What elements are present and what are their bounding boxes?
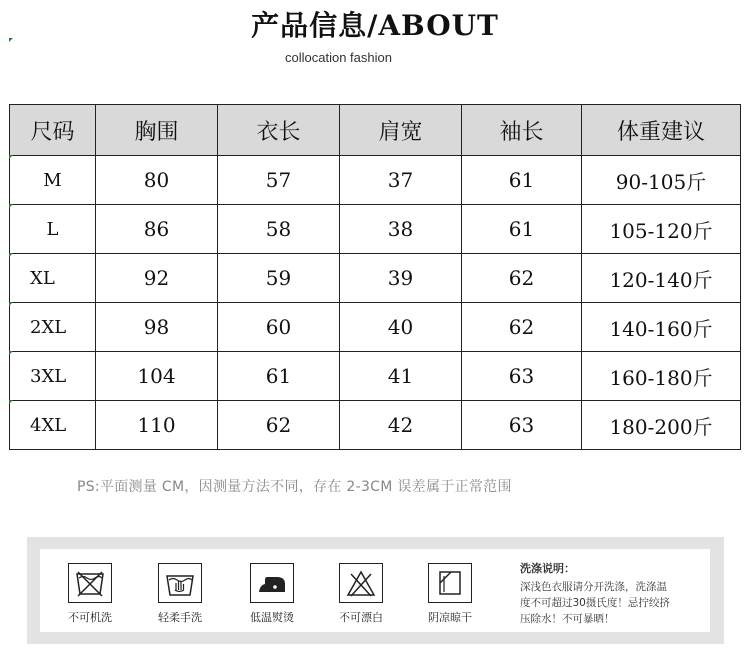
weight-cell: 180-200斤 xyxy=(582,401,741,450)
care-item-low-temp-iron xyxy=(237,549,307,625)
care-item-shade-dry xyxy=(415,549,485,625)
chest-cell: 110 xyxy=(96,401,218,450)
care-instructions-line: 深浅色衣服请分开洗涤，洗涤温 xyxy=(520,581,667,593)
care-label: 不可漂白 xyxy=(339,611,383,624)
weight-cell: 160-180斤 xyxy=(582,352,741,401)
row-marker xyxy=(9,351,13,355)
length-cell: 62 xyxy=(218,401,340,450)
sleeve-cell: 62 xyxy=(462,254,582,303)
page-title: 产品信息/ABOUT xyxy=(251,9,499,42)
shoulder-cell: 38 xyxy=(340,205,462,254)
weight-cell: 105-120斤 xyxy=(582,205,741,254)
table-row xyxy=(10,352,741,401)
table-row xyxy=(10,303,741,352)
care-panel xyxy=(27,537,724,644)
chest-cell: 80 xyxy=(96,156,218,205)
care-item-gentle-hand-wash xyxy=(145,549,215,625)
size-cell: 4XL xyxy=(10,401,96,450)
column-header-weight: 体重建议 xyxy=(582,105,741,156)
table-row xyxy=(10,156,741,205)
size-cell: M xyxy=(10,156,96,205)
length-cell: 61 xyxy=(218,352,340,401)
weight-cell: 140-160斤 xyxy=(582,303,741,352)
shoulder-cell: 41 xyxy=(340,352,462,401)
care-label: 轻柔手洗 xyxy=(158,611,202,624)
row-marker xyxy=(9,400,13,404)
weight-cell: 120-140斤 xyxy=(582,254,741,303)
sleeve-cell: 61 xyxy=(462,156,582,205)
length-cell: 57 xyxy=(218,156,340,205)
row-marker xyxy=(9,204,13,208)
length-cell: 60 xyxy=(218,303,340,352)
length-cell: 59 xyxy=(218,254,340,303)
no-machine-wash-icon xyxy=(68,563,112,603)
chest-cell: 92 xyxy=(96,254,218,303)
size-cell: 2XL xyxy=(10,303,96,352)
row-marker xyxy=(9,155,13,159)
care-item-no-machine-wash xyxy=(55,549,125,625)
care-instructions-title: 洗涤说明： xyxy=(520,562,575,575)
chest-cell: 86 xyxy=(96,205,218,254)
care-item-no-bleach xyxy=(326,549,396,625)
column-header-sleeve: 袖长 xyxy=(462,105,582,156)
care-label: 不可机洗 xyxy=(68,611,112,624)
shoulder-cell: 39 xyxy=(340,254,462,303)
table-header-row xyxy=(10,105,741,156)
shade-dry-icon xyxy=(428,563,472,603)
column-header-shoulder: 肩宽 xyxy=(340,105,462,156)
chest-cell: 104 xyxy=(96,352,218,401)
column-header-chest: 胸围 xyxy=(96,105,218,156)
chest-cell: 98 xyxy=(96,303,218,352)
table-row xyxy=(10,401,741,450)
length-cell: 58 xyxy=(218,205,340,254)
weight-cell: 90-105斤 xyxy=(582,156,741,205)
page-subtitle: collocation fashion xyxy=(285,50,392,65)
shoulder-cell: 37 xyxy=(340,156,462,205)
column-header-length: 衣长 xyxy=(218,105,340,156)
size-cell: L xyxy=(10,205,96,254)
corner-mark xyxy=(9,38,13,42)
gentle-hand-wash-icon xyxy=(158,563,202,603)
shoulder-cell: 42 xyxy=(340,401,462,450)
size-cell: 3XL xyxy=(10,352,96,401)
care-instructions-line: 压除水！不可暴晒！ xyxy=(520,613,615,625)
sleeve-cell: 63 xyxy=(462,352,582,401)
sleeve-cell: 61 xyxy=(462,205,582,254)
care-inner xyxy=(40,549,710,632)
size-cell: XL xyxy=(10,254,96,303)
table-row xyxy=(10,254,741,303)
row-marker xyxy=(9,302,13,306)
care-instructions xyxy=(520,560,700,627)
care-label: 阴凉晾干 xyxy=(428,611,472,624)
row-marker xyxy=(9,253,13,257)
no-bleach-icon xyxy=(339,563,383,603)
care-label: 低温熨烫 xyxy=(250,611,294,624)
table-row xyxy=(10,205,741,254)
sleeve-cell: 63 xyxy=(462,401,582,450)
low-temp-iron-icon xyxy=(250,563,294,603)
shoulder-cell: 40 xyxy=(340,303,462,352)
sleeve-cell: 62 xyxy=(462,303,582,352)
size-chart-table xyxy=(9,104,741,450)
measurement-note: PS:平面测量 CM，因测量方法不同，存在 2-3CM 误差属于正常范围 xyxy=(77,479,512,495)
care-instructions-line: 度不可超过30摄氏度！忌拧绞挤 xyxy=(520,597,670,609)
column-header-size: 尺码 xyxy=(10,105,96,156)
